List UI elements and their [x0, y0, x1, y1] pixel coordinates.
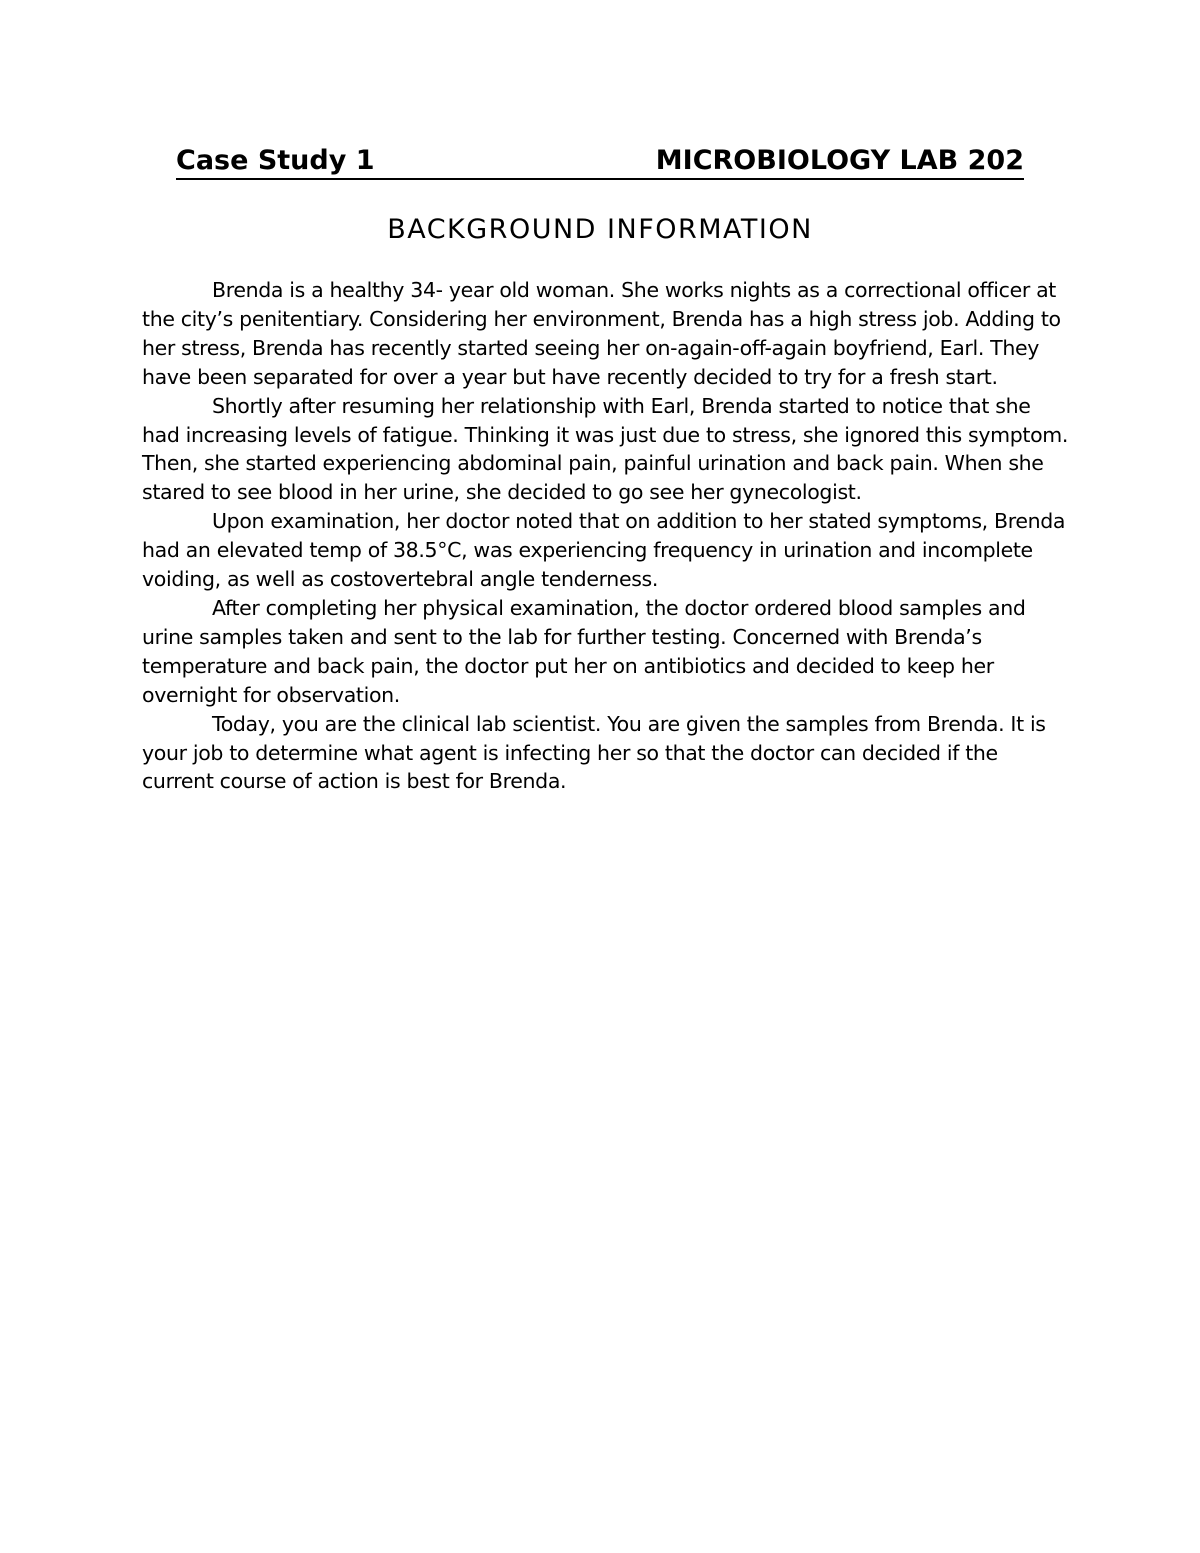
body-text: [142, 276, 1072, 796]
paragraph-2: Shortly after resuming her relationship with Earl, Brenda started to notice that she had increasing levels of fatigue. Thinking it was just due to stress, she ignored this symptom. Then, she started experiencing abdominal pain, painful urination and back pain. When she stared to see blood in her urine, she decided to go see her gynecologist.: [142, 393, 1069, 505]
section-title: BACKGROUND INFORMATION: [387, 214, 813, 245]
paragraph-4: After completing her physical examination, the doctor ordered blood samples and urine samples taken and sent to the lab for further testing. Concerned with Brenda’s temperature and back pain, the doctor put her on antibiotics and decided to keep her overnight for observation.: [142, 595, 1026, 707]
paragraph-1: Brenda is a healthy 34- year old woman. She works nights as a correctional officer at the city’s penitentiary. Considering her environment, Brenda has a high stress job. Adding to her stress, Brenda has recently started seeing her on-again-off-again boyfriend, Earl. They have been separated for over a year but have recently decided to try for a fresh start.: [142, 278, 1061, 389]
paragraph-3: Upon examination, her doctor noted that on addition to her stated symptoms, Brenda had an elevated temp of 38.5°C, was experiencing frequency in urination and incomplete voiding, as well as costovertebral angle tenderness.: [142, 509, 1066, 592]
case-study-label: Case Study 1: [176, 145, 375, 176]
paragraph-5: Today, you are the clinical lab scientist. You are given the samples from Brenda. It is your job to determine what agent is infecting her so that the doctor can decided if the current course of action is best for Brenda.: [142, 711, 1046, 794]
document-header: [176, 140, 1024, 180]
course-label: MICROBIOLOGY LAB 202: [655, 145, 1024, 176]
